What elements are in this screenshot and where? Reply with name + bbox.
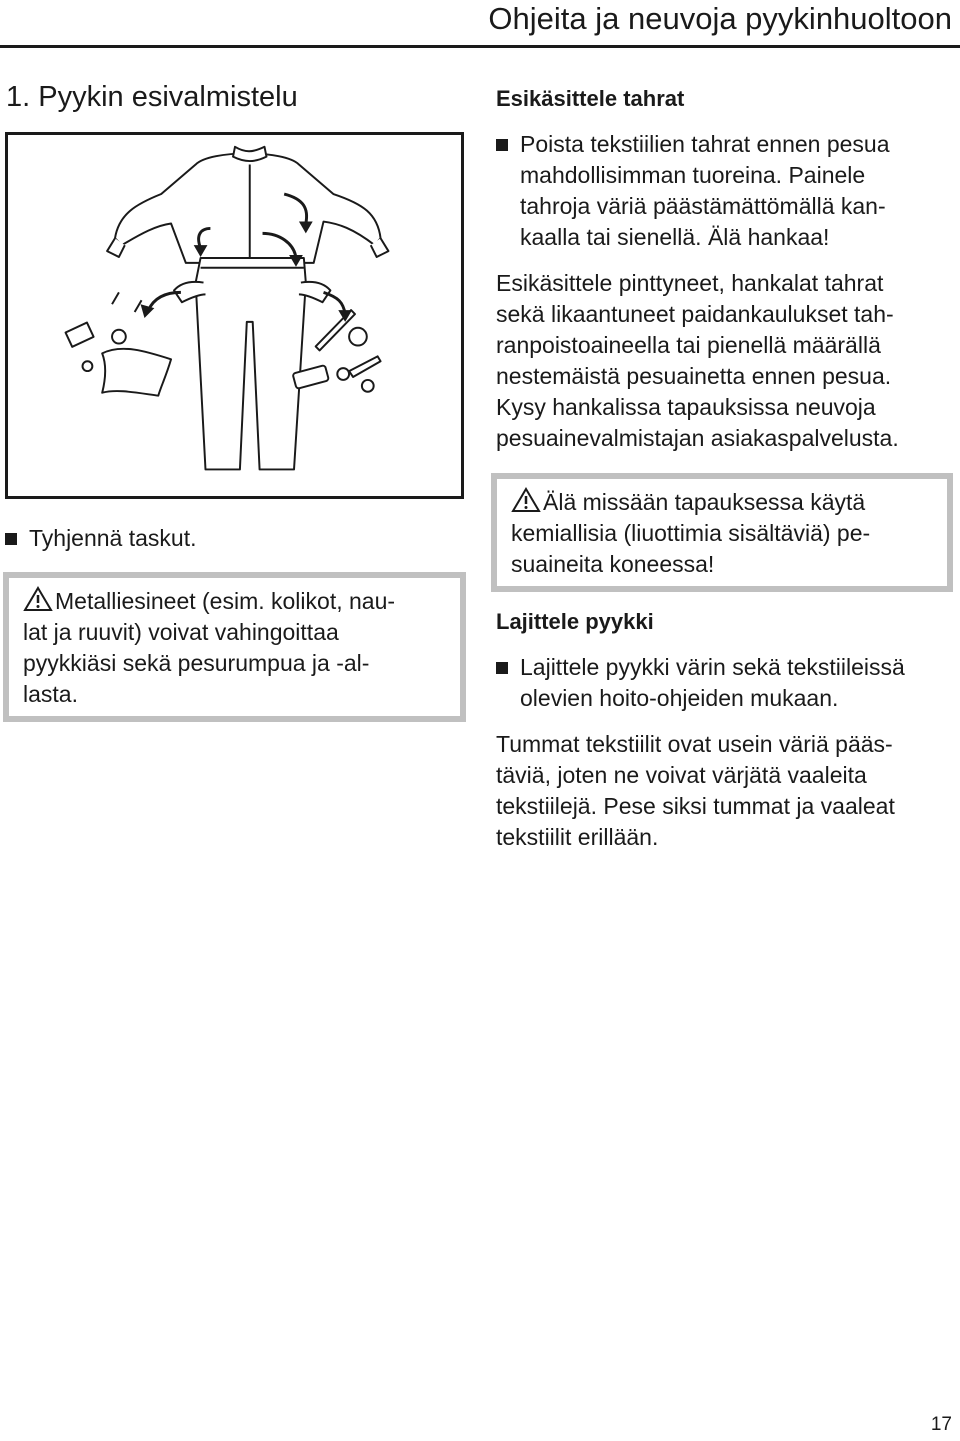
paragraph-dark-textiles xyxy=(496,729,956,853)
warning-chemical-line: kemiallisia (liuottimia sisältäviä) pe- xyxy=(511,520,871,546)
square-bullet-icon xyxy=(496,662,508,674)
page-number: 17 xyxy=(930,1414,952,1435)
warning-box-chemical xyxy=(491,473,953,592)
bullet-remove-stains xyxy=(496,129,890,253)
warning-metal-line: pyykkiäsi sekä pesurumpua ja -al- xyxy=(23,650,370,676)
paragraph-pretreat xyxy=(496,268,956,454)
figure-empty-pockets-illustration xyxy=(5,132,464,499)
dark-para-line: tekstiilejä. Pese siksi tummat ja vaaleat xyxy=(496,793,895,819)
dark-para-line: Tummat tekstiilit ovat usein väriä pääs- xyxy=(496,731,893,757)
warning-chemical-line: suaineita koneessa! xyxy=(511,551,715,577)
header-rule xyxy=(0,45,960,48)
bullet-sort-laundry xyxy=(496,652,905,714)
warning-chemical-line: Älä missään tapauksessa käytä xyxy=(543,489,866,515)
warning-metal-line: Metalliesineet (esim. kolikot, nau- xyxy=(55,588,396,614)
sort-bullet-line: olevien hoito-ohjeiden mukaan. xyxy=(520,685,839,711)
pretreat-line: nestemäistä pesuainetta ennen pesua. xyxy=(496,363,892,389)
warning-metal-line: lat ja ruuvit) voivat vahingoittaa xyxy=(23,619,339,645)
pretreat-line: pesuainevalmistajan asiakaspalvelusta. xyxy=(496,425,899,451)
section-title: 1. Pyykin esivalmistelu xyxy=(6,81,298,113)
pretreat-line: sekä likaantuneet paidankaulukset tah- xyxy=(496,301,894,327)
pretreat-line: ranpoistoaineella tai pienellä määrällä xyxy=(496,332,881,358)
pretreat-line: Esikäsittele pinttyneet, hankalat tahrat xyxy=(496,270,884,296)
warning-metal-line: lasta. xyxy=(23,681,78,707)
stains-bullet-line: Poista tekstiilien tahrat ennen pesua xyxy=(520,131,890,157)
stains-bullet-line: tahroja väriä päästämättömällä kan- xyxy=(520,193,886,219)
bullet-text-empty-pockets: Tyhjennä taskut. xyxy=(29,525,197,551)
pretreat-line: Kysy hankalissa tapauksissa neuvoja xyxy=(496,394,876,420)
sort-bullet-line: Lajittele pyykki värin sekä tekstiileissä xyxy=(520,654,905,680)
warning-triangle-icon xyxy=(23,586,53,612)
dark-para-line: täviä, joten ne voivat värjätä vaaleita xyxy=(496,762,867,788)
dark-para-line: tekstiilit erillään. xyxy=(496,824,659,850)
heading-sort-laundry: Lajittele pyykki xyxy=(496,609,654,634)
header-title: Ohjeita ja neuvoja pyykinhuoltoon xyxy=(488,1,952,36)
heading-pretreat-stains: Esikäsittele tahrat xyxy=(496,86,685,111)
warning-triangle-icon xyxy=(511,487,541,513)
stains-bullet-line: mahdollisimman tuoreina. Painele xyxy=(520,162,866,188)
warning-box-metal xyxy=(3,572,466,722)
stains-bullet-line: kaalla tai sienellä. Älä hankaa! xyxy=(520,224,830,250)
square-bullet-icon xyxy=(496,139,508,151)
square-bullet-icon xyxy=(5,533,17,545)
clothing-illustration xyxy=(8,135,461,496)
bullet-empty-pockets xyxy=(5,523,197,554)
